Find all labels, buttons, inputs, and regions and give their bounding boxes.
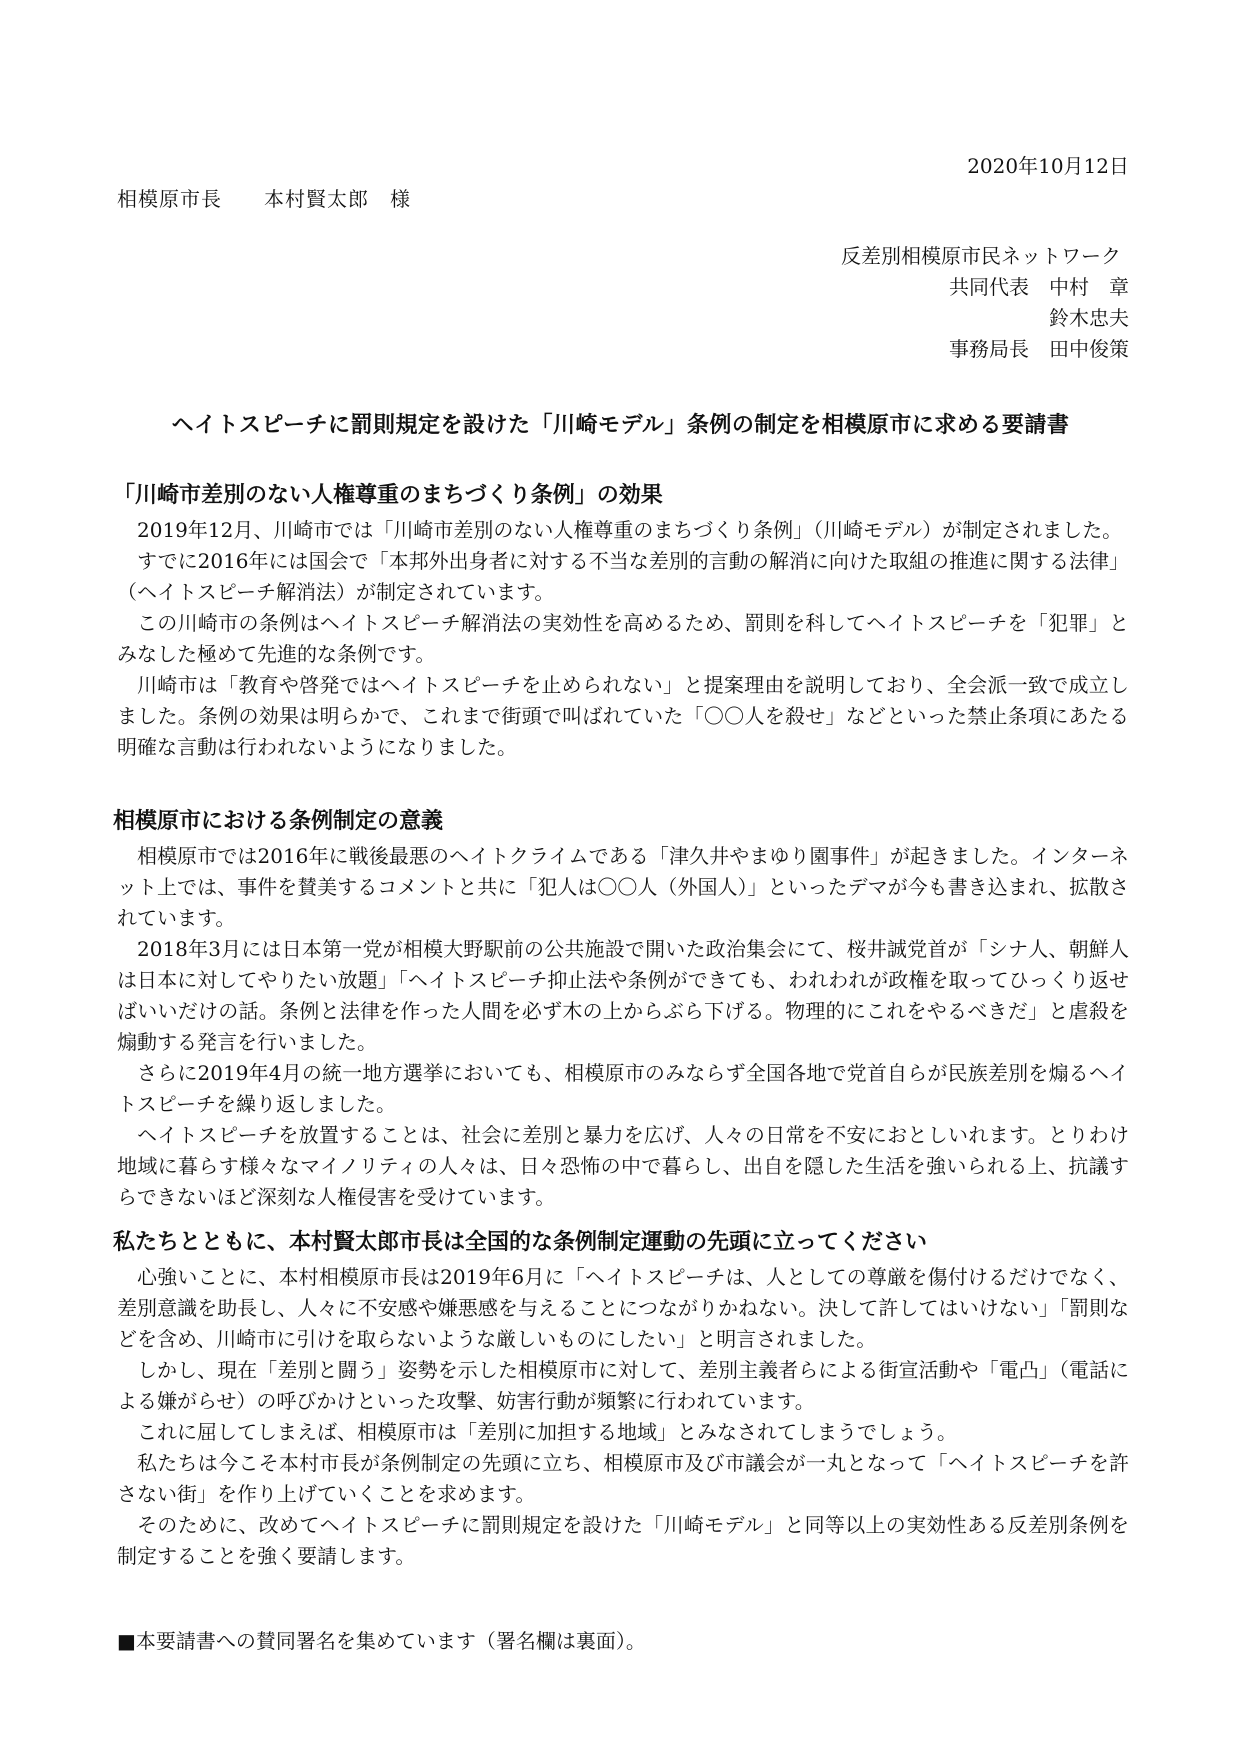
sender-secretary: 事務局長 田中俊策: [949, 337, 1129, 361]
addressee: 相模原市長 本村賢太郎 様: [117, 187, 411, 211]
sender-representative: 共同代表 中村 章: [949, 275, 1129, 299]
paragraph: 川崎市は「教育や啓発ではヘイトスピーチを止められない」と提案理由を説明しており、全会派一致で成立しました。条例の効果は明らかで、これまで街頭で叫ばれていた「〇〇人を殺せ」などといった禁止条項にあたる明確な言動は行われないようになりました。: [117, 673, 1129, 759]
paragraph: ヘイトスピーチを放置することは、社会に差別と暴力を広げ、人々の日常を不安におとしいれます。とりわけ地域に暮らす様々なマイノリティの人々は、日々恐怖の中で暮らし、出自を隠した生活を強いられる上、抗議すらできないほど深刻な人権侵害を受けています。: [117, 1123, 1129, 1209]
section-heading: 「川崎市差別のない人権尊重のまちづくり条例」の効果: [113, 483, 663, 508]
paragraph: すでに2016年には国会で「本邦外出身者に対する不当な差別的言動の解消に向けた取組の推進に関する法律」（ヘイトスピーチ解消法）が制定されています。: [117, 549, 1129, 604]
paragraph: この川崎市の条例はヘイトスピーチ解消法の実効性を高めるため、罰則を科してヘイトスピーチを「犯罪」とみなした極めて先進的な条例です。: [117, 611, 1129, 666]
section-significance: [113, 805, 1129, 1213]
paragraph: そのために、改めてヘイトスピーチに罰則規定を設けた「川崎モデル」と同等以上の実効性ある反差別条例を制定することを強く要請します。: [117, 1513, 1129, 1568]
paragraph: 相模原市では2016年に戦後最悪のヘイトクライムである「津久井やまゆり園事件」が起きました。インターネット上では、事件を賛美するコメントと共に「犯人は〇〇人（外国人）」といったデマが今も書き込まれ、拡散されています。: [117, 844, 1129, 930]
section-heading: 相模原市における条例制定の意義: [113, 809, 444, 834]
document-date: 2020年10月12日: [967, 154, 1129, 178]
sender-organization: 反差別相模原市民ネットワーク: [841, 244, 1121, 268]
paragraph: 私たちは今こそ本村市長が条例制定の先頭に立ち、相模原市及び市議会が一丸となって「ヘイトスピーチを許さない街」を作り上げていくことを求めます。: [117, 1451, 1129, 1506]
section-effect: [113, 479, 1129, 763]
section-heading: 私たちとともに、本村賢太郎市長は全国的な条例制定運動の先頭に立ってください: [113, 1230, 928, 1255]
section-request: [113, 1226, 1129, 1572]
paragraph: さらに2019年4月の統一地方選挙においても、相模原市のみならず全国各地で党首自らが民族差別を煽るヘイトスピーチを繰り返しました。: [117, 1061, 1129, 1116]
sender-representative: 鈴木忠夫: [1049, 306, 1129, 330]
sender-block: [841, 241, 1129, 365]
document-title: ヘイトスピーチに罰則規定を設けた「川崎モデル」条例の制定を相模原市に求める要請書: [171, 413, 1070, 438]
paragraph: これに屈してしまえば、相模原市は「差別に加担する地域」とみなされてしまうでしょう。: [137, 1420, 957, 1444]
signature-notice: ■本要請書への賛同署名を集めています（署名欄は裏面）。: [117, 1629, 646, 1653]
paragraph: 心強いことに、本村相模原市長は2019年6月に「ヘイトスピーチは、人としての尊厳を傷付けるだけでなく、差別意識を助長し、人々に不安感や嫌悪感を与えることにつながりかねない。決して許してはいけない」「罰則などを含め、川崎市に引けを取らないような厳しいものにしたい」と明言されました。: [117, 1265, 1129, 1351]
paragraph: 2018年3月には日本第一党が相模大野駅前の公共施設で開いた政治集会にて、桜井誠党首が「シナ人、朝鮮人は日本に対してやりたい放題」「ヘイトスピーチ抑止法や条例ができても、われわれが政権を取ってひっくり返せばいいだけの話。条例と法律を作った人間を必ず木の上からぶら下げる。物理的にこれをやるべきだ」と虐殺を煽動する発言を行いました。: [117, 937, 1129, 1054]
paragraph: しかし、現在「差別と闘う」姿勢を示した相模原市に対して、差別主義者らによる街宣活動や「電凸」（電話による嫌がらせ）の呼びかけといった攻撃、妨害行動が頻繁に行われています。: [117, 1358, 1129, 1413]
paragraph: 2019年12月、川崎市では「川崎市差別のない人権尊重のまちづくり条例」（川崎モデル）が制定されました。: [137, 518, 1123, 542]
